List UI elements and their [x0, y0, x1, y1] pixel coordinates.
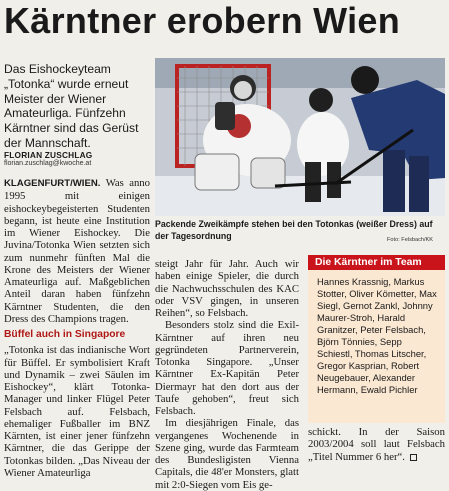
body-column-3 — [308, 426, 445, 463]
photo-caption: Packende Zweikämpfe stehen bei den Totonkas (weißer Dress) auf der Tagesordnung — [155, 219, 433, 241]
team-roster-list: Hannes Krassnig, Markus Stotter, Oliver Kömetter, Max Siegl, Gernot Zankl, Johnny Maurer-Stroh, Harald Granitzer, Peter Felsbach, Björn Tönnies, Sepp Schiestl, Thomas Litscher, Gregor Kasprian, Robert Neugebauer, Alexander Hermann, Ewald Pichler — [317, 276, 437, 395]
author-email: florian.zuschlag@kwoche.at — [4, 160, 92, 167]
hockey-photo-image — [155, 58, 445, 216]
team-roster-box — [308, 255, 445, 423]
article-headline: Kärntner erobern Wien — [4, 0, 401, 41]
body-paragraph-end: schickt. In der Saison 2003/2004 soll laut Felsbach „Titel Nummer 6 her“. — [308, 426, 445, 463]
end-of-article-icon — [410, 454, 417, 461]
body-column-1 — [4, 177, 150, 479]
body-column-2 — [155, 258, 299, 491]
body-paragraph: „Totonka ist das indianische Wort für Büffel. Er symbolisiert Kraft und Dynamik – zwei Säulen im Eishockey“, klärt Totonka-Manager und linker Flügel Peter Felsbach auf. Felsbach, ehemaliger Fußballer im BNZ Kärnten, ist einer jener fünfzehn Kärntner, die das Gerippe der Totonkas bilden. „Das Niveau der Wiener Amateurliga — [4, 344, 150, 479]
hockey-photo — [155, 58, 445, 216]
body-paragraph: Besonders stolz sind die Exil-Kärntner auf ihren neu gegründeten Partnerverein, Totonka Singapore. „Unser Kärntner Ex-Kapitän Peter Diermayr hat den dort aus der Taufe gehoben“, freut sich Felsbach. — [155, 319, 299, 417]
photo-credit: Foto: Felsbach/KK — [387, 237, 434, 243]
body-paragraph: steigt Jahr für Jahr. Auch wir haben einige Spieler, die durch die Nachwuchsschulen des KAC oder VSV gingen, in unseren Reihen“, so Felsbach. — [155, 258, 299, 319]
dateline: KLAGENFURT/WIEN. — [4, 178, 101, 189]
article-intro: Das Eishockeyteam „Totonka“ wurde erneut Meister der Wiener Amateurliga. Fünfzehn Kärntner sind das Gerüst der Mannschaft. — [4, 62, 139, 150]
body-paragraph: Im diesjährigen Finale, das vergangenes Wochenende in Szene ging, wurde das Farmteam des Bundesligisten Vienna Capitals, die 48'er Monsters, glatt mit 2:0-Siegen vom Eis ge- — [155, 417, 299, 491]
subheading: Büffel auch in Singapore — [4, 329, 126, 340]
body-paragraph: Was anno 1995 mit einigen eishockeybegeisterten Studenten begann, ist heute eine Institution im Wiener Eishockey. Die Juvina/Totonka Wien setzten sich zum nunmehr fünften Mal die Krone des Meisters der Wiener Amateurliga auf. Maßgeblichen Anteil daran haben fünfzehn Kärntner Studenten, die den Dress des Champions tragen. — [4, 177, 150, 325]
team-roster-title: Die Kärntner im Team — [308, 255, 445, 270]
author-name: FLORIAN ZUSCHLAG — [4, 150, 93, 160]
